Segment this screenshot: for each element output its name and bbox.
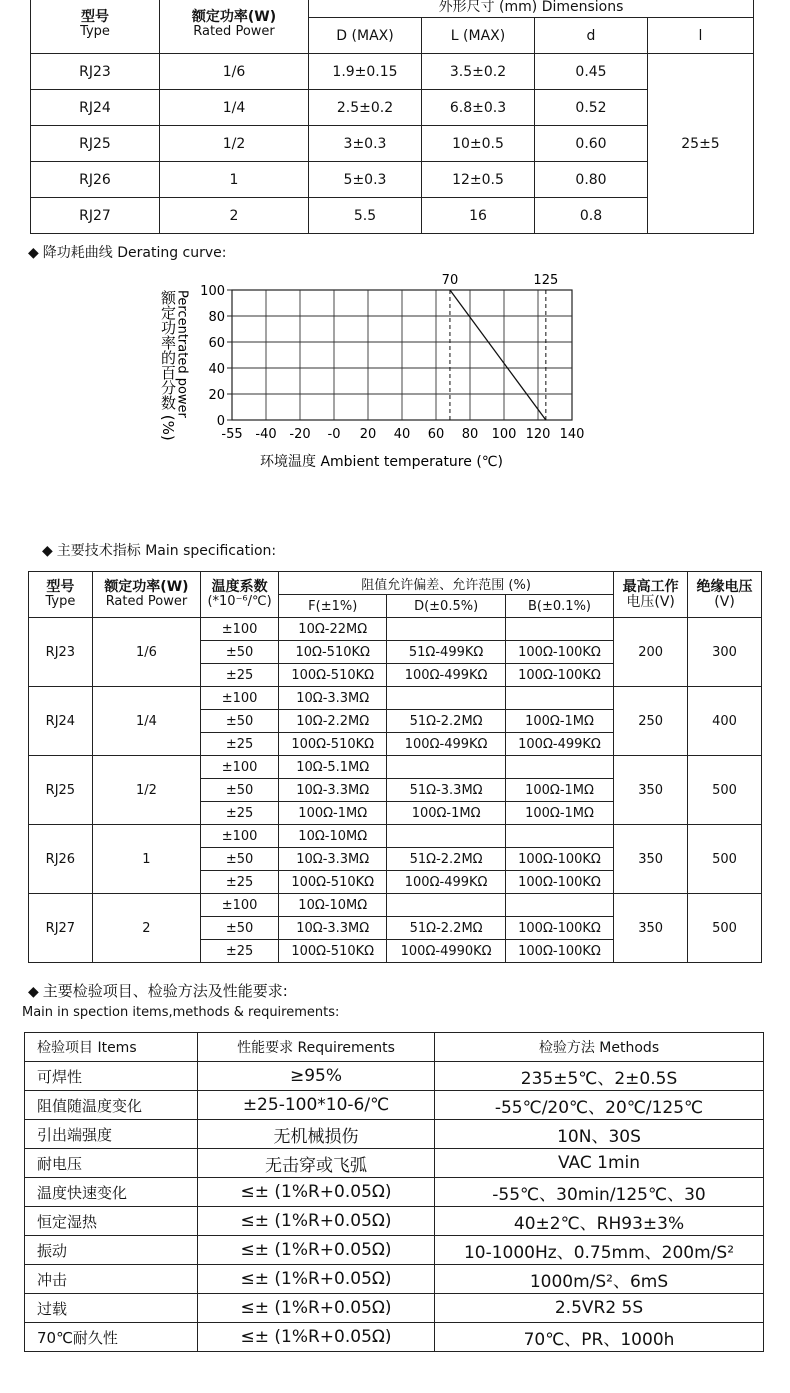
model-power: 1 xyxy=(92,825,200,894)
derating-title-text: 降功耗曲线 Derating curve: xyxy=(42,245,227,261)
model-type: RJ23 xyxy=(29,618,93,687)
inspection-title-text: 主要检验项目、检验方法及性能要求: xyxy=(42,982,288,1000)
cell: 16 xyxy=(422,198,535,234)
tolerance-range: 10Ω-10MΩ xyxy=(279,825,387,848)
max-voltage: 250 xyxy=(614,687,688,756)
tolerance-range: 10Ω-3.3MΩ xyxy=(279,848,387,871)
header-dimensions: 外形尺寸 (mm) Dimensions xyxy=(309,0,754,18)
tolerance-range: 100Ω-1MΩ xyxy=(505,710,613,733)
tolerance-range: 100Ω-100KΩ xyxy=(505,664,613,687)
cell: 1/6 xyxy=(160,54,309,90)
tcr-value: ±25 xyxy=(201,802,279,825)
inspection-body xyxy=(25,1062,764,1352)
tolerance-range: 51Ω-2.2MΩ xyxy=(387,848,505,871)
tolerance-range xyxy=(387,618,505,641)
table-row xyxy=(25,1207,764,1236)
table-row xyxy=(25,1236,764,1265)
spec-header-ins-2: (V) xyxy=(714,593,735,610)
header-power-en: Rated Power xyxy=(193,23,275,39)
x-tick-label: 80 xyxy=(461,427,479,442)
table-row xyxy=(25,1323,764,1352)
tolerance-range: 10Ω-2.2MΩ xyxy=(279,710,387,733)
model-type: RJ25 xyxy=(29,756,93,825)
cell: RJ26 xyxy=(31,162,160,198)
tolerance-range xyxy=(505,687,613,710)
diamond-bullet-icon: ◆ xyxy=(28,245,39,261)
spec-header-power-zh: 额定功率(W) xyxy=(104,579,189,595)
header-l-max: L (MAX) xyxy=(422,18,535,54)
y-tick-label: 80 xyxy=(208,310,225,325)
cell: 12±0.5 xyxy=(422,162,535,198)
cell: 0.45 xyxy=(535,54,648,90)
spec-header-maxv-1: 最高工作 xyxy=(622,578,679,595)
l-value-cell: 25±5 xyxy=(648,54,754,234)
insulation-voltage: 500 xyxy=(688,825,762,894)
spec-title xyxy=(42,540,276,560)
tolerance-range: 100Ω-499KΩ xyxy=(387,664,505,687)
x-tick-label: 140 xyxy=(559,427,585,442)
header-type-zh: 型号 xyxy=(81,8,109,25)
tolerance-range: 10Ω-3.3MΩ xyxy=(279,779,387,802)
inspection-requirement: ≤± (1%R+0.05Ω) xyxy=(198,1178,435,1207)
cell: 10±0.5 xyxy=(422,126,535,162)
tcr-value: ±50 xyxy=(201,779,279,802)
inspection-item: 可焊性 xyxy=(25,1062,198,1091)
tcr-value: ±25 xyxy=(201,664,279,687)
header-type xyxy=(31,0,160,54)
cell: 6.8±0.3 xyxy=(422,90,535,126)
inspection-requirement: ≤± (1%R+0.05Ω) xyxy=(198,1294,435,1323)
tolerance-range: 100Ω-100KΩ xyxy=(505,917,613,940)
tcr-value: ±50 xyxy=(201,917,279,940)
x-tick-label: -55 xyxy=(221,427,243,442)
tolerance-range: 100Ω-510KΩ xyxy=(279,940,387,963)
table-row xyxy=(29,894,762,917)
tcr-value: ±100 xyxy=(201,618,279,641)
cell: 1/4 xyxy=(160,90,309,126)
inspection-requirement: ≥95% xyxy=(198,1062,435,1091)
tcr-value: ±50 xyxy=(201,848,279,871)
inspection-requirement: ±25-100*10-6/℃ xyxy=(198,1091,435,1120)
table-row xyxy=(29,687,762,710)
cell: RJ25 xyxy=(31,126,160,162)
y-tick-label: 20 xyxy=(208,388,225,403)
spec-header-ins-1: 绝缘电压 xyxy=(696,578,753,595)
insulation-voltage: 400 xyxy=(688,687,762,756)
table-row xyxy=(25,1120,764,1149)
inspection-method: 1000m/S²、6mS xyxy=(435,1265,764,1294)
inspection-item: 70℃耐久性 xyxy=(25,1323,198,1352)
spec-header-type-en: Type xyxy=(45,594,76,609)
cell: 0.52 xyxy=(535,90,648,126)
max-voltage: 350 xyxy=(614,894,688,963)
inspection-item: 耐电压 xyxy=(25,1149,198,1178)
cell: 1.9±0.15 xyxy=(309,54,422,90)
insulation-voltage: 500 xyxy=(688,894,762,963)
header-d-max: D (MAX) xyxy=(309,18,422,54)
x-tick-label: -0 xyxy=(327,427,341,442)
inspection-table xyxy=(24,1032,764,1352)
cell: 5±0.3 xyxy=(309,162,422,198)
model-type: RJ26 xyxy=(29,825,93,894)
cell: 2 xyxy=(160,198,309,234)
derating-line xyxy=(450,290,546,420)
tolerance-range: 10Ω-22MΩ xyxy=(279,618,387,641)
x-tick-label: 40 xyxy=(393,427,411,442)
tolerance-range: 100Ω-4990KΩ xyxy=(387,940,505,963)
spec-header-d: D(±0.5%) xyxy=(387,595,505,618)
inspection-item: 恒定湿热 xyxy=(25,1207,198,1236)
spec-header-maxv-2: 电压(V) xyxy=(626,593,675,610)
tolerance-range: 100Ω-100KΩ xyxy=(505,940,613,963)
table-row xyxy=(25,1294,764,1323)
tolerance-range xyxy=(505,618,613,641)
tolerance-range: 100Ω-1MΩ xyxy=(505,802,613,825)
inspection-item: 冲击 xyxy=(25,1265,198,1294)
tolerance-range: 10Ω-3.3MΩ xyxy=(279,917,387,940)
spec-body xyxy=(29,618,762,963)
table-row xyxy=(31,90,754,126)
header-power-zh: 额定功率(W) xyxy=(191,8,277,25)
table-row xyxy=(31,198,754,234)
cell: 2.5±0.2 xyxy=(309,90,422,126)
diamond-bullet-icon: ◆ xyxy=(42,543,53,559)
inspection-method: 10N、30S xyxy=(435,1120,764,1149)
table-row xyxy=(25,1091,764,1120)
table-row xyxy=(31,162,754,198)
max-voltage: 200 xyxy=(614,618,688,687)
tolerance-range: 10Ω-5.1MΩ xyxy=(279,756,387,779)
inspection-item: 过载 xyxy=(25,1294,198,1323)
tolerance-range xyxy=(387,894,505,917)
spec-header-b: B(±0.1%) xyxy=(505,595,613,618)
tolerance-range: 10Ω-510KΩ xyxy=(279,641,387,664)
tcr-value: ±25 xyxy=(201,733,279,756)
inspection-subtitle: Main in spection items,methods & requirements: xyxy=(22,1005,340,1020)
spec-title-text: 主要技术指标 Main specification: xyxy=(56,543,277,559)
spec-header-power-en: Rated Power xyxy=(105,594,188,609)
reference-label: 70 xyxy=(441,273,459,288)
tolerance-range: 10Ω-3.3MΩ xyxy=(279,687,387,710)
header-l: l xyxy=(648,18,754,54)
tolerance-range: 100Ω-499KΩ xyxy=(505,733,613,756)
x-tick-label: 120 xyxy=(525,427,551,442)
tolerance-range xyxy=(387,756,505,779)
inspection-method: 2.5VR2 5S xyxy=(435,1294,764,1323)
tolerance-range: 100Ω-100KΩ xyxy=(505,641,613,664)
tolerance-range: 51Ω-2.2MΩ xyxy=(387,917,505,940)
spec-header-max-voltage xyxy=(614,572,688,618)
model-power: 1/2 xyxy=(92,756,200,825)
cell: RJ27 xyxy=(31,198,160,234)
inspection-method: -55℃、30min/125℃、30 xyxy=(435,1178,764,1207)
tcr-value: ±100 xyxy=(201,825,279,848)
x-tick-label: -20 xyxy=(289,427,311,442)
tcr-value: ±50 xyxy=(201,641,279,664)
inspection-requirement: ≤± (1%R+0.05Ω) xyxy=(198,1207,435,1236)
tcr-value: ±100 xyxy=(201,687,279,710)
inspection-requirement: 无机械损伤 xyxy=(198,1120,435,1149)
tcr-value: ±100 xyxy=(201,894,279,917)
spec-header-f: F(±1%) xyxy=(279,595,387,618)
reference-label: 125 xyxy=(533,273,559,288)
tolerance-range: 100Ω-499KΩ xyxy=(387,871,505,894)
inspection-method: 235±5℃、2±0.5S xyxy=(435,1062,764,1091)
tolerance-range xyxy=(505,825,613,848)
header-power xyxy=(160,0,309,54)
diamond-bullet-icon: ◆ xyxy=(28,984,39,1000)
tolerance-range: 51Ω-2.2MΩ xyxy=(387,710,505,733)
inspection-item: 引出端强度 xyxy=(25,1120,198,1149)
inspection-header-items: 检验项目 Items xyxy=(25,1033,198,1062)
chart-marks xyxy=(200,273,584,442)
table-row xyxy=(25,1149,764,1178)
model-type: RJ27 xyxy=(29,894,93,963)
inspection-title xyxy=(28,980,288,1001)
inspection-item: 振动 xyxy=(25,1236,198,1265)
x-tick-label: -40 xyxy=(255,427,277,442)
x-axis-label: 环境温度 Ambient temperature (℃) xyxy=(260,454,503,470)
tolerance-range: 100Ω-499KΩ xyxy=(387,733,505,756)
tolerance-range: 100Ω-510KΩ xyxy=(279,664,387,687)
table-row xyxy=(29,756,762,779)
x-tick-label: 60 xyxy=(427,427,445,442)
table-row xyxy=(25,1062,764,1091)
derating-chart xyxy=(150,268,630,478)
derating-title xyxy=(28,242,227,262)
inspection-method: 40±2℃、RH93±3% xyxy=(435,1207,764,1236)
cell: 1 xyxy=(160,162,309,198)
tolerance-range xyxy=(505,756,613,779)
tolerance-range xyxy=(387,825,505,848)
spec-header-insulation xyxy=(688,572,762,618)
spec-header-tcr-zh: 温度系数 xyxy=(211,579,268,595)
inspection-method: -55℃/20℃、20℃/125℃ xyxy=(435,1091,764,1120)
model-power: 1/6 xyxy=(92,618,200,687)
spec-header-tolerance: 阻值允许偏差、允许范围 (%) xyxy=(279,572,614,595)
cell: RJ24 xyxy=(31,90,160,126)
cell: 0.60 xyxy=(535,126,648,162)
tolerance-range: 51Ω-499KΩ xyxy=(387,641,505,664)
tcr-value: ±50 xyxy=(201,710,279,733)
chart-grid xyxy=(227,290,572,420)
tolerance-range: 10Ω-10MΩ xyxy=(279,894,387,917)
x-tick-label: 20 xyxy=(359,427,377,442)
tolerance-range: 100Ω-100KΩ xyxy=(505,871,613,894)
cell: 1/2 xyxy=(160,126,309,162)
inspection-method: 70℃、PR、1000h xyxy=(435,1323,764,1352)
spec-header-type-zh: 型号 xyxy=(46,579,75,595)
header-type-en: Type xyxy=(80,23,110,39)
tolerance-range: 100Ω-510KΩ xyxy=(279,871,387,894)
spec-header-tcr-unit: (*10⁻⁶/℃) xyxy=(207,594,272,609)
tcr-value: ±25 xyxy=(201,940,279,963)
inspection-requirement: 无击穿或飞弧 xyxy=(198,1149,435,1178)
y-axis-label-zh: 额定功率的百分数 (%) xyxy=(159,290,177,441)
inspection-requirement: ≤± (1%R+0.05Ω) xyxy=(198,1323,435,1352)
spec-header-power xyxy=(92,572,200,618)
inspection-header-requirements: 性能要求 Requirements xyxy=(198,1033,435,1062)
model-power: 2 xyxy=(92,894,200,963)
dimensions-table xyxy=(30,0,754,234)
table-row xyxy=(29,825,762,848)
table-row xyxy=(29,618,762,641)
inspection-requirement: ≤± (1%R+0.05Ω) xyxy=(198,1265,435,1294)
cell: 5.5 xyxy=(309,198,422,234)
specification-table xyxy=(28,571,762,963)
inspection-item: 温度快速变化 xyxy=(25,1178,198,1207)
tolerance-range xyxy=(505,894,613,917)
y-tick-label: 40 xyxy=(208,362,225,377)
table-row xyxy=(25,1265,764,1294)
inspection-method: 10-1000Hz、0.75mm、200m/S² xyxy=(435,1236,764,1265)
tolerance-range: 100Ω-1MΩ xyxy=(387,802,505,825)
max-voltage: 350 xyxy=(614,756,688,825)
tcr-value: ±100 xyxy=(201,756,279,779)
cell: 0.80 xyxy=(535,162,648,198)
spec-header-type xyxy=(29,572,93,618)
cell: 0.8 xyxy=(535,198,648,234)
table-row xyxy=(31,126,754,162)
inspection-method: VAC 1min xyxy=(435,1149,764,1178)
table-row xyxy=(31,54,754,90)
model-power: 1/4 xyxy=(92,687,200,756)
y-tick-label: 100 xyxy=(200,284,225,299)
max-voltage: 350 xyxy=(614,825,688,894)
y-tick-label: 0 xyxy=(216,414,225,429)
inspection-header-methods: 检验方法 Methods xyxy=(435,1033,764,1062)
table-row xyxy=(25,1178,764,1207)
spec-header-tcr xyxy=(201,572,279,618)
x-tick-label: 100 xyxy=(491,427,517,442)
cell: 3±0.3 xyxy=(309,126,422,162)
tolerance-range: 51Ω-3.3MΩ xyxy=(387,779,505,802)
model-type: RJ24 xyxy=(29,687,93,756)
inspection-item: 阻值随温度变化 xyxy=(25,1091,198,1120)
tolerance-range: 100Ω-510KΩ xyxy=(279,733,387,756)
y-tick-label: 60 xyxy=(208,336,225,351)
insulation-voltage: 300 xyxy=(688,618,762,687)
tolerance-range: 100Ω-100KΩ xyxy=(505,848,613,871)
cell: RJ23 xyxy=(31,54,160,90)
header-d: d xyxy=(535,18,648,54)
tcr-value: ±25 xyxy=(201,871,279,894)
insulation-voltage: 500 xyxy=(688,756,762,825)
cell: 3.5±0.2 xyxy=(422,54,535,90)
tolerance-range: 100Ω-1MΩ xyxy=(505,779,613,802)
tolerance-range xyxy=(387,687,505,710)
tolerance-range: 100Ω-1MΩ xyxy=(279,802,387,825)
inspection-requirement: ≤± (1%R+0.05Ω) xyxy=(198,1236,435,1265)
y-axis-label-en: Percentrated power xyxy=(174,290,190,418)
